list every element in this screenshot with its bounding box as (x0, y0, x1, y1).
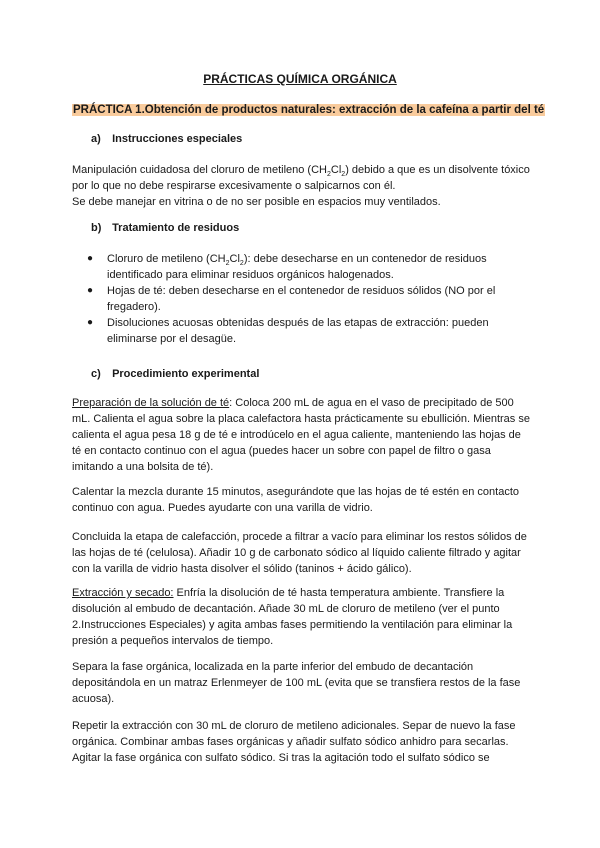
section-c-title: Procedimiento experimental (112, 368, 260, 380)
section-a-title: Instrucciones especiales (112, 133, 243, 145)
list-item: ● Cloruro de metileno $(CH_2Cl_2)$: debe desecharse en un contenedor de residuos identificado para eliminar residuos orgánicos halogenados. (87, 253, 487, 281)
instrucciones-line-2: Se debe manejar en vitrina o de no ser posible en espacios muy ventilados. (72, 196, 441, 208)
list-item: ● Hojas de té: deben desecharse en el contenedor de residuos sólidos (NO por el fregadero). (87, 285, 496, 313)
procedimiento-paragraph-5: Separa la fase orgánica, localizada en la parte inferior del embudo de decantación depositándola en un matraz Erlenmeyer de 100 mL (evita que se transfiera restos de la fase acuosa). (72, 661, 521, 705)
procedimiento-paragraph-6: Repetir la extracción con 30 mL de cloruro de metileno adicionales. Separ de nuevo la fase orgánica. Combinar ambas fases orgánicas y añadir sulfato sódico anhidro para secarlas. Agitar la fase orgánica con sulfato sódico. Si tras la agitación todo el sulfato sódico se (72, 720, 516, 764)
procedimiento-paragraph-3: Concluida la etapa de calefacción, procede a filtrar a vacío para eliminar los restos sólidos de las hojas de té (celulosa). Añadir 10 g de carbonato sódico al líquido caliente filtrado y agitar con la varilla de vidrio hasta disolver el sólido (taninos + ácido gálico). (72, 531, 527, 575)
document-title: PRÁCTICAS QUÍMICA ORGÁNICA (203, 72, 397, 86)
bullet-icon: ● (87, 285, 94, 296)
procedimiento-paragraph-1: Preparación de la solución de té: Coloca 200 mL de agua en el vaso de precipitado de 500 mL. Calienta el agua sobre la placa calefactora hasta prácticamente su ebullición. Mientras se calienta el agua pesa 18 g de té e introdúcelo en el agua caliente, manteniendo las hojas de té en contacto continuo con el agua (puedes hacer un sobre con papel de filtro o gasa imitando a una bolsita de té). (72, 397, 530, 473)
procedimiento-paragraph-4: Extracción y secado: Enfría la disolución de té hasta temperatura ambiente. Transfiere la disolución al embudo de decantación. Añade 30 mL de cloruro de metileno (ver el punto 2.Instrucciones Especiales) y agita ambas fases permitiendo la ventilación para eliminar la presión a pequeños intervalos de tiempo. (72, 587, 513, 647)
residuos-list (72, 251, 532, 347)
instrucciones-paragraph (72, 162, 532, 210)
preparacion-heading: Preparación de la solución de té (72, 397, 230, 409)
section-a-heading (91, 133, 242, 145)
section-b-title: Tratamiento de residuos (112, 222, 240, 234)
section-b-heading (91, 222, 239, 234)
bullet-icon: ● (87, 317, 94, 328)
section-c-label: c) (91, 368, 101, 380)
section-c-heading (91, 368, 259, 380)
section-b-label: b) (91, 222, 102, 234)
procedimiento-paragraph-2: Calentar la mezcla durante 15 minutos, asegurándote que las hojas de té estén en contacto continuo con agua. Puedes ayudarte con una varilla de vidrio. (72, 486, 520, 514)
instrucciones-line-1: Manipulación cuidadosa del cloruro de metileno $(CH_2Cl_2)$ debido a que es un disolvente tóxico por lo que no debe respirarse excesivamente o salpicarnos con él. (72, 164, 530, 192)
extraccion-heading: Extracción y secado: (72, 587, 174, 599)
practica-heading: PRÁCTICA 1.Obtención de productos naturales: extracción de la cafeína a partir del té (73, 104, 545, 116)
bullet-icon: ● (87, 253, 94, 264)
list-item: ● Disoluciones acuosas obtenidas después de las etapas de extracción: pueden eliminarse por el desagüe. (87, 317, 489, 345)
section-a-label: a) (91, 133, 101, 145)
